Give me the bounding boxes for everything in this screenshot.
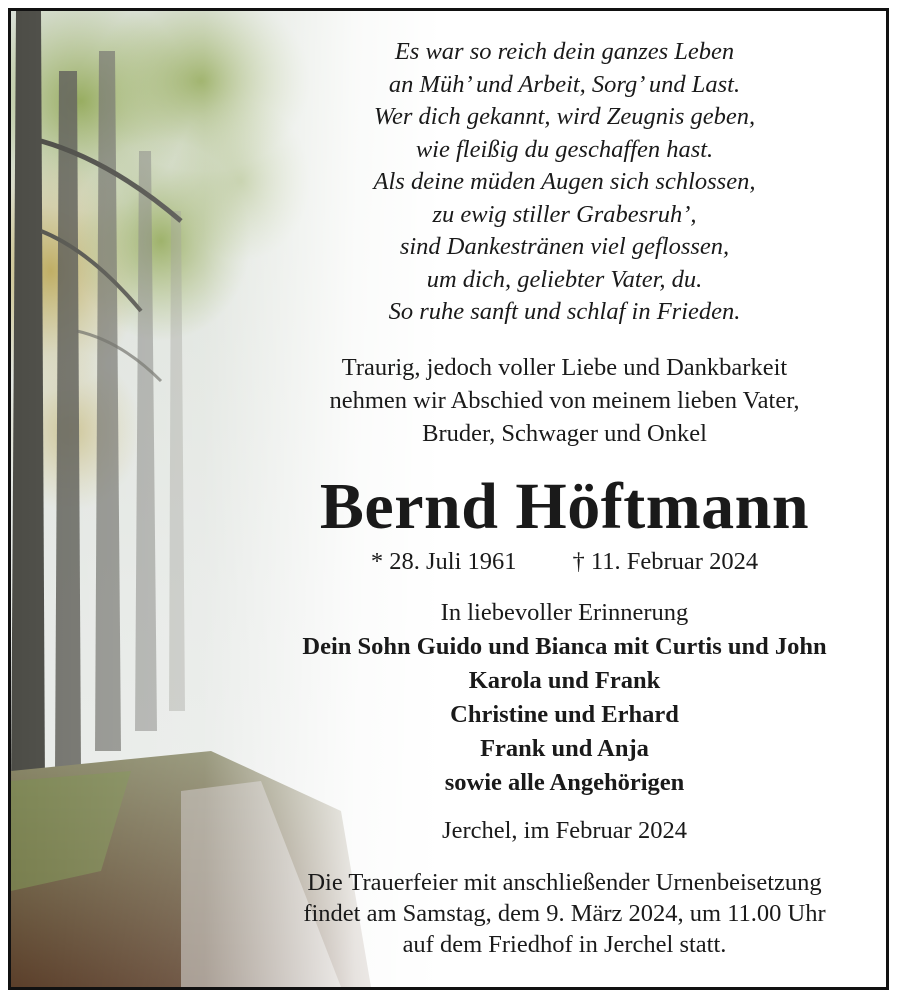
poem-line: zu ewig stiller Grabesruh’, [432, 200, 697, 228]
funeral-line: Die Trauerfeier mit anschließender Urnenbeisetzung [307, 869, 822, 896]
obituary-text [231, 11, 889, 987]
life-dates [231, 546, 889, 578]
intro-text [231, 351, 889, 450]
intro-line: nehmen wir Abschied von meinem lieben Vater, [329, 387, 800, 414]
poem [231, 36, 889, 329]
deceased-name: Bernd Höftmann [319, 470, 810, 543]
mourners-block [231, 596, 889, 800]
funeral-notice [231, 867, 889, 960]
intro-line: Bruder, Schwager und Onkel [422, 420, 707, 447]
place-and-date: Jerchel, im Februar 2024 [442, 817, 687, 844]
mourner-line: Karola und Frank [468, 667, 661, 694]
poem-line: Wer dich gekannt, wird Zeugnis geben, [373, 103, 756, 130]
poem-line: Es war so reich dein ganzes Leben [394, 38, 735, 65]
mourner-line: Frank und Anja [480, 735, 649, 762]
death-date: † 11. Februar 2024 [572, 548, 759, 575]
poem-line: So ruhe sanft und schlaf in Frieden. [388, 298, 741, 325]
funeral-line: auf dem Friedhof in Jerchel statt. [402, 931, 727, 958]
mourner-line: Christine und Erhard [450, 701, 679, 728]
funeral-line: findet am Samstag, dem 9. März 2024, um 11.00 Uhr [303, 900, 826, 927]
intro-line: Traurig, jedoch voller Liebe und Dankbarkeit [341, 354, 788, 381]
poem-line: um dich, geliebter Vater, du. [426, 265, 703, 293]
mourner-line: Dein Sohn Guido und Bianca mit Curtis und John [302, 633, 827, 660]
poem-line: Als deine müden Augen sich schlossen, [373, 168, 756, 195]
obituary-frame [8, 8, 889, 990]
poem-line: wie fleißig du geschaffen hast. [415, 135, 714, 163]
mourner-line: sowie alle Angehörigen [444, 769, 685, 796]
birth-date: * 28. Juli 1961 [370, 548, 517, 575]
poem-line: an Müh’ und Arbeit, Sorg’ und Last. [388, 70, 741, 98]
remembrance-heading: In liebevoller Erinnerung [440, 599, 689, 626]
poem-line: sind Dankestränen viel geflossen, [399, 233, 730, 260]
